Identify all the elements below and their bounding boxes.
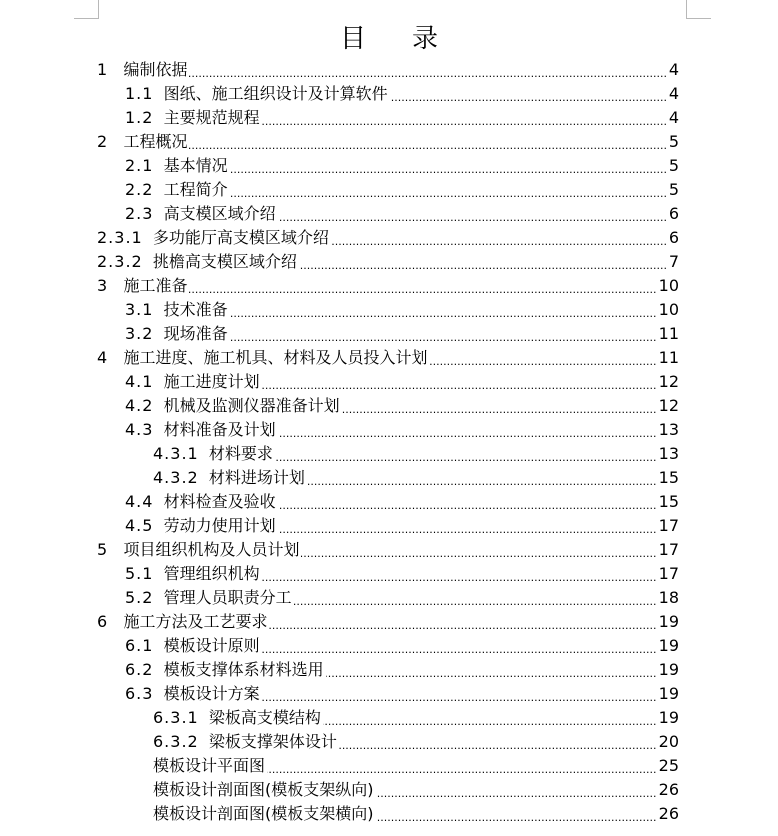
toc-entry-page: 19 — [657, 610, 679, 634]
toc-entry-title: 模板设计剖面图(模板支架纵向) — [153, 780, 374, 799]
toc-entry[interactable] — [0, 202, 778, 226]
toc-entry-page: 26 — [657, 802, 679, 826]
toc-entry-number: 6.3.2 — [153, 732, 199, 751]
toc-entry-title: 材料检查及验收 — [163, 492, 276, 511]
toc-entry-label — [125, 370, 262, 394]
toc-entry-label — [125, 202, 278, 226]
toc-entry-title: 模板支撑体系材料选用 — [163, 660, 324, 679]
toc-entry-number: 2.1 — [125, 156, 154, 175]
toc-entry-number: 4.2 — [125, 396, 154, 415]
toc-entry-label — [97, 226, 331, 250]
toc-entry-label — [153, 754, 267, 778]
toc-entry-number: 1.1 — [125, 84, 154, 103]
toc-entry[interactable] — [0, 706, 778, 730]
toc-entry-number: 2.2 — [125, 180, 154, 199]
toc-entry-number: 4.3.2 — [153, 468, 199, 487]
toc-entry-title: 施工进度、施工机具、材料及人员投入计划 — [123, 348, 428, 367]
toc-entry[interactable] — [0, 178, 778, 202]
toc-entry-number: 1.2 — [125, 108, 154, 127]
toc-entry-label — [97, 538, 301, 562]
toc-entry-page: 13 — [657, 442, 679, 466]
toc-entry-label — [153, 442, 275, 466]
toc-entry-page: 5 — [667, 178, 679, 202]
toc-entry-label — [125, 106, 262, 130]
toc-entry[interactable] — [0, 154, 778, 178]
toc-entry-page: 5 — [667, 130, 679, 154]
toc-entry[interactable] — [0, 106, 778, 130]
toc-entry-page: 12 — [657, 370, 679, 394]
toc-entry-label — [125, 586, 294, 610]
toc-entry[interactable] — [0, 298, 778, 322]
toc-entry[interactable] — [0, 82, 778, 106]
toc-entry[interactable] — [0, 490, 778, 514]
toc-entry-title: 材料准备及计划 — [163, 420, 276, 439]
toc-entry-label — [97, 250, 299, 274]
toc-entry-page: 17 — [657, 538, 679, 562]
toc-entry-label — [153, 466, 307, 490]
toc-entry[interactable] — [0, 634, 778, 658]
toc-entry-number: 3.2 — [125, 324, 154, 343]
toc-entry-label — [125, 682, 262, 706]
toc-entry[interactable] — [0, 682, 778, 706]
toc-entry-label — [153, 730, 339, 754]
toc-entry-title: 管理组织机构 — [163, 564, 260, 583]
toc-entry-title: 材料要求 — [208, 444, 273, 463]
page-corner-mark-right — [686, 0, 711, 19]
toc-entry[interactable] — [0, 394, 778, 418]
toc-entry-title: 现场准备 — [163, 324, 228, 343]
toc-entry-title: 材料进场计划 — [208, 468, 305, 487]
toc-entry[interactable] — [0, 58, 778, 82]
toc-entry[interactable] — [0, 658, 778, 682]
toc-entry[interactable] — [0, 370, 778, 394]
toc-entry-number: 6 — [97, 612, 109, 631]
toc-entry[interactable] — [0, 322, 778, 346]
toc-entry-page: 15 — [657, 466, 679, 490]
toc-entry[interactable] — [0, 730, 778, 754]
toc-entry-title: 基本情况 — [163, 156, 228, 175]
toc-entry-page: 7 — [667, 250, 679, 274]
toc-entry-number: 2 — [97, 132, 109, 151]
toc-entry-title: 挑檐高支模区域介绍 — [152, 252, 297, 271]
toc-entry[interactable] — [0, 274, 778, 298]
toc-entry[interactable] — [0, 514, 778, 538]
toc-entry-title: 模板设计方案 — [163, 684, 260, 703]
toc-entry-label — [125, 418, 278, 442]
toc-entry-page: 26 — [657, 778, 679, 802]
toc-entry-page: 12 — [657, 394, 679, 418]
toc-entry-label — [125, 490, 278, 514]
toc-entry-number: 3 — [97, 276, 109, 295]
toc-entry-title: 图纸、施工组织设计及计算软件 — [163, 84, 388, 103]
table-of-contents — [0, 58, 778, 826]
toc-entry-title: 管理人员职责分工 — [163, 588, 292, 607]
toc-entry-label — [125, 634, 262, 658]
toc-entry-title: 梁板支撑架体设计 — [208, 732, 337, 751]
toc-entry-title: 劳动力使用计划 — [163, 516, 276, 535]
toc-entry-page: 11 — [657, 322, 679, 346]
toc-entry-number: 4.5 — [125, 516, 154, 535]
toc-entry-page: 5 — [667, 154, 679, 178]
toc-entry-number: 5.1 — [125, 564, 154, 583]
toc-entry[interactable] — [0, 586, 778, 610]
toc-entry-label — [97, 58, 189, 82]
toc-entry-page: 4 — [667, 106, 679, 130]
toc-entry-label — [125, 154, 230, 178]
toc-entry-title: 模板设计剖面图(模板支架横向) — [153, 804, 374, 823]
toc-entry-page: 19 — [657, 682, 679, 706]
toc-entry-title: 编制依据 — [123, 60, 188, 79]
toc-entry-number: 4.3 — [125, 420, 154, 439]
toc-entry-title: 施工方法及工艺要求 — [123, 612, 268, 631]
toc-entry-page: 19 — [657, 706, 679, 730]
toc-title: 目录 — [339, 24, 484, 54]
toc-entry-page: 20 — [657, 730, 679, 754]
toc-entry-title: 高支模区域介绍 — [163, 204, 276, 223]
toc-entry-number: 1 — [97, 60, 109, 79]
toc-entry[interactable] — [0, 778, 778, 802]
toc-entry-number: 4.1 — [125, 372, 154, 391]
toc-entry-label — [125, 82, 390, 106]
toc-entry-page: 17 — [657, 514, 679, 538]
toc-entry-number: 3.1 — [125, 300, 154, 319]
toc-entry[interactable] — [0, 562, 778, 586]
toc-entry-title: 模板设计原则 — [163, 636, 260, 655]
toc-entry-number: 6.3 — [125, 684, 154, 703]
toc-entry[interactable] — [0, 418, 778, 442]
toc-entry-label — [97, 610, 269, 634]
toc-entry[interactable] — [0, 610, 778, 634]
toc-entry-label — [97, 346, 429, 370]
toc-entry[interactable] — [0, 442, 778, 466]
toc-entry-title: 项目组织机构及人员计划 — [123, 540, 300, 559]
toc-entry-title: 模板设计平面图 — [153, 756, 266, 775]
toc-entry-title: 多功能厅高支模区域介绍 — [152, 228, 329, 247]
toc-entry-title: 技术准备 — [163, 300, 228, 319]
toc-entry-number: 2.3 — [125, 204, 154, 223]
toc-entry-page: 15 — [657, 490, 679, 514]
toc-entry-number: 4 — [97, 348, 109, 367]
toc-entry[interactable] — [0, 754, 778, 778]
toc-entry-title: 主要规范规程 — [163, 108, 260, 127]
toc-entry[interactable] — [0, 802, 778, 826]
toc-entry-page: 19 — [657, 658, 679, 682]
toc-entry-number: 4.4 — [125, 492, 154, 511]
toc-entry-page: 6 — [667, 226, 679, 250]
toc-entry-label — [125, 178, 230, 202]
toc-entry[interactable] — [0, 538, 778, 562]
toc-entry-page: 11 — [657, 346, 679, 370]
toc-entry[interactable] — [0, 466, 778, 490]
toc-entry-label — [153, 706, 323, 730]
toc-entry-number: 2.3.1 — [97, 228, 143, 247]
toc-entry-number: 2.3.2 — [97, 252, 143, 271]
toc-entry-label — [125, 562, 262, 586]
toc-entry-page: 10 — [657, 298, 679, 322]
toc-entry-number: 5 — [97, 540, 109, 559]
toc-entry-number: 6.1 — [125, 636, 154, 655]
toc-entry-page: 17 — [657, 562, 679, 586]
toc-entry-label — [125, 394, 342, 418]
toc-entry-number: 4.3.1 — [153, 444, 199, 463]
toc-entry-label — [97, 274, 189, 298]
toc-entry-title: 工程简介 — [163, 180, 228, 199]
toc-entry-title: 施工进度计划 — [163, 372, 260, 391]
toc-entry[interactable] — [0, 346, 778, 370]
toc-entry-label — [125, 514, 278, 538]
toc-entry-page: 13 — [657, 418, 679, 442]
toc-entry[interactable] — [0, 226, 778, 250]
toc-entry-title: 机械及监测仪器准备计划 — [163, 396, 340, 415]
toc-entry-label — [153, 802, 376, 826]
toc-entry-page: 6 — [667, 202, 679, 226]
toc-entry-label — [125, 658, 326, 682]
toc-entry-label — [125, 322, 230, 346]
toc-entry[interactable] — [0, 250, 778, 274]
toc-entry-page: 19 — [657, 634, 679, 658]
toc-entry-number: 5.2 — [125, 588, 154, 607]
toc-entry[interactable] — [0, 130, 778, 154]
toc-entry-number: 6.3.1 — [153, 708, 199, 727]
page-corner-mark-left — [74, 0, 99, 19]
toc-entry-title: 工程概况 — [123, 132, 188, 151]
toc-entry-page: 18 — [657, 586, 679, 610]
toc-entry-page: 4 — [667, 58, 679, 82]
toc-entry-page: 4 — [667, 82, 679, 106]
toc-entry-number: 6.2 — [125, 660, 154, 679]
toc-entry-page: 25 — [657, 754, 679, 778]
toc-entry-label — [125, 298, 230, 322]
toc-entry-label — [97, 130, 189, 154]
toc-entry-page: 10 — [657, 274, 679, 298]
toc-entry-label — [153, 778, 376, 802]
toc-entry-title: 施工准备 — [123, 276, 188, 295]
toc-entry-title: 梁板高支模结构 — [208, 708, 321, 727]
